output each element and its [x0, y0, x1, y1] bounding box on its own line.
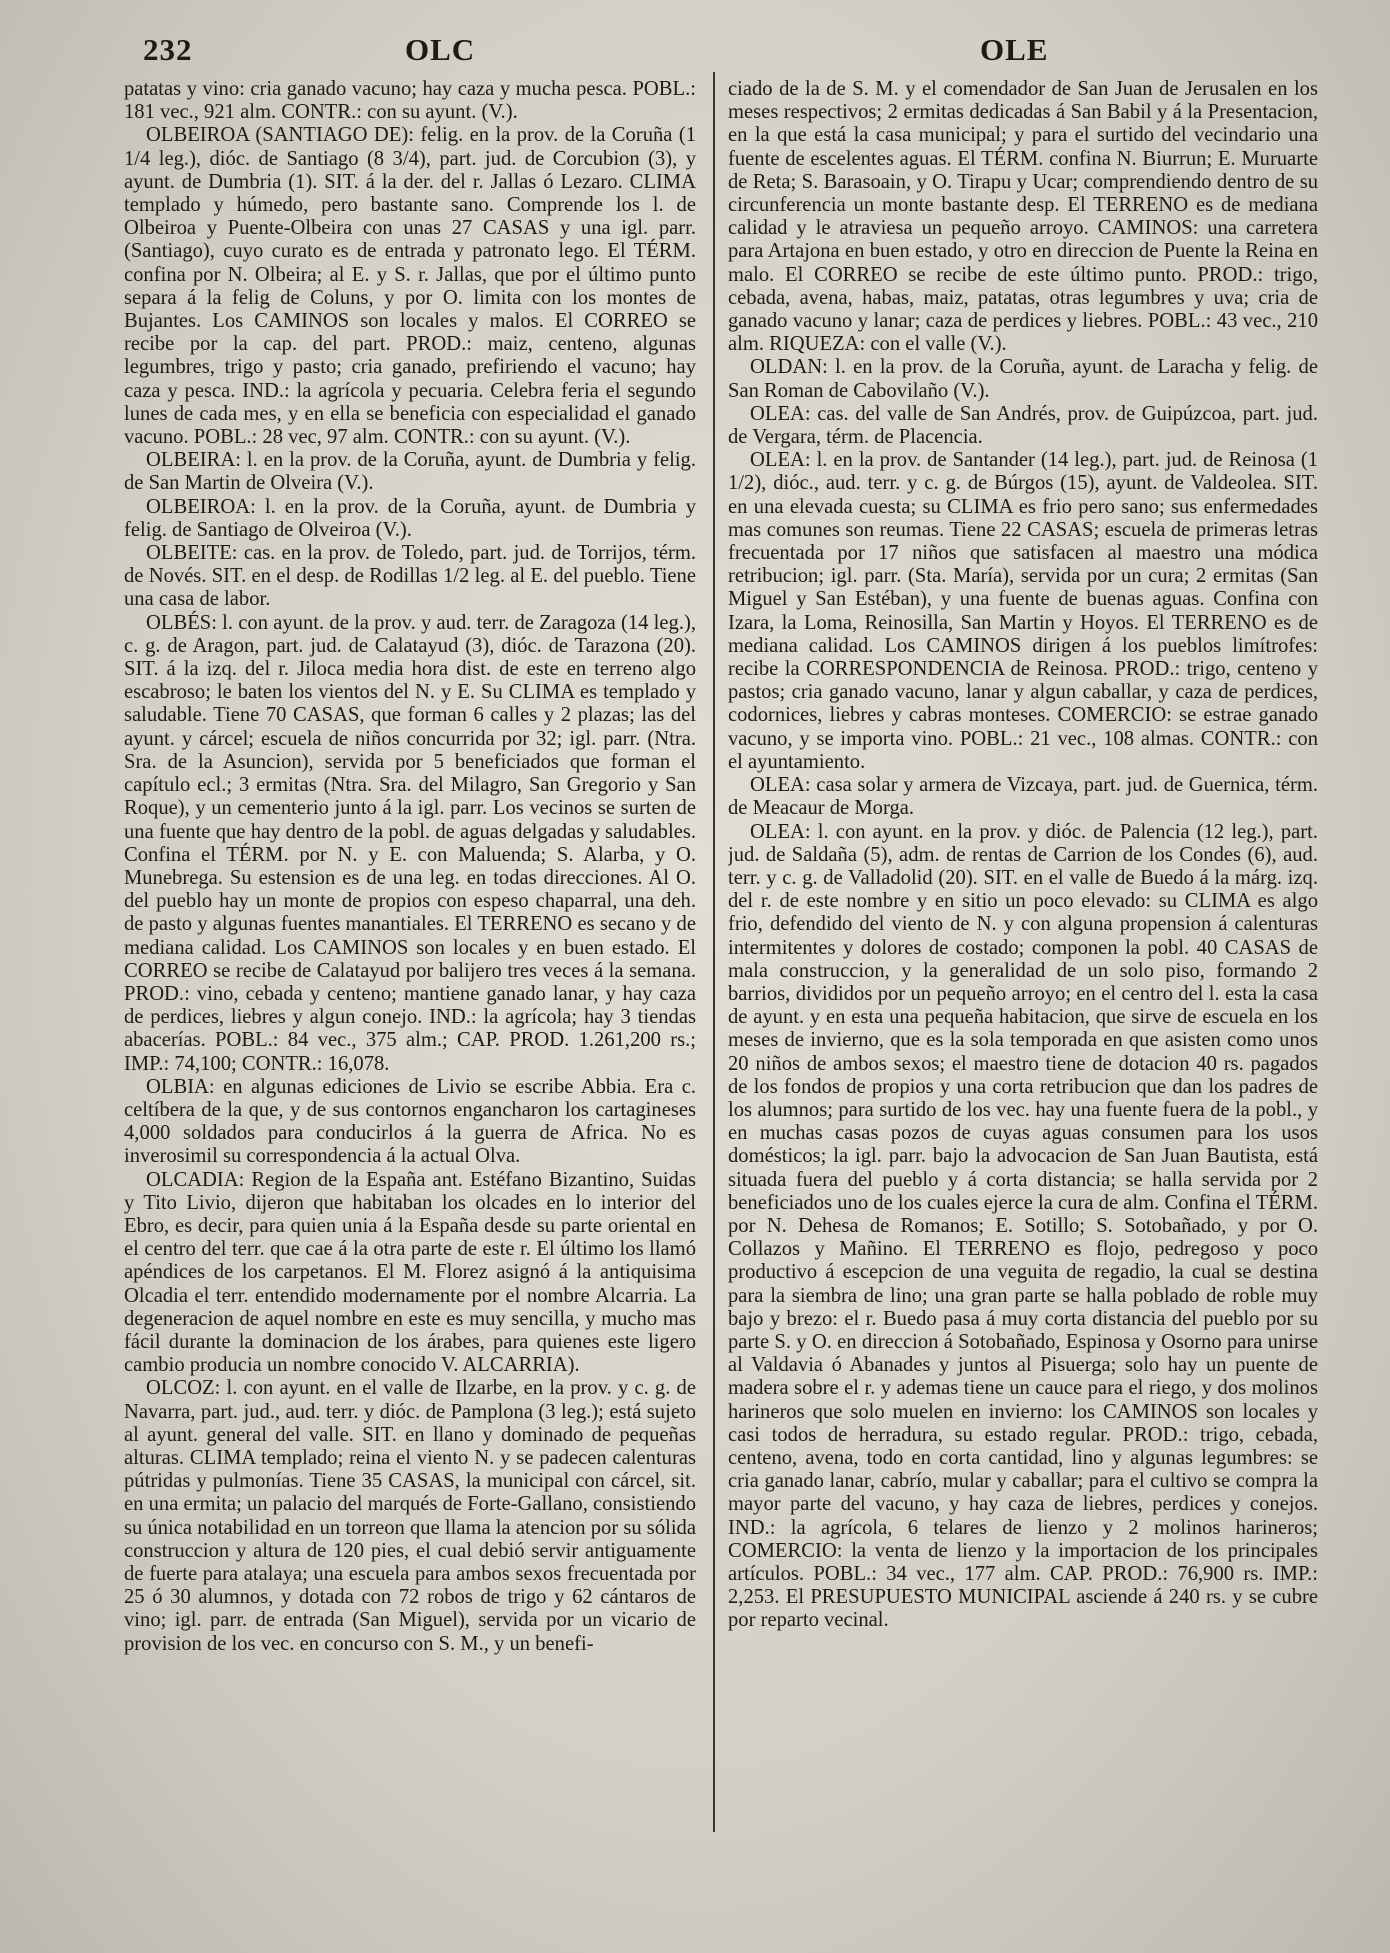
right-running-head: OLE — [980, 32, 1049, 67]
entry-oldan: OLDAN: l. en la prov. de la Coruña, ayunt. de Laracha y felig. de San Roman de Cabovilaño (V.). — [728, 356, 1318, 402]
entry-olea-vizcaya: OLEA: casa solar y armera de Vizcaya, part. jud. de Guernica, térm. de Meacaur de Morga. — [728, 774, 1318, 820]
entry-olcadia: OLCADIA: Region de la España ant. Estéfano Bizantino, Suidas y Tito Livio, dijeron que habitaban los olcades en lo interior del Ebro, es decir, para quien unia á la España desde su parte oriental en el centro del terr. que cae á la otra parte de este r. El último los llamó apéndices de los carpetanos. El M. Florez asignó á la antiquisima Olcadia el terr. entendido modernamente por el nombre Alcarria. La degeneracion de aquel nombre en este es muy sencilla, y mucho mas fácil durante la dominacion de los árabes, para quienes este ligero cambio producia un nombre conocido V. ALCARRIA). — [124, 1168, 696, 1377]
left-column — [124, 78, 696, 1838]
entry-olbeiroa: OLBEIROA: l. en la prov. de la Coruña, ayunt. de Dumbria y felig. de Santiago de Olveiroa (V.). — [124, 495, 696, 541]
entry-olbeira: OLBEIRA: l. en la prov. de la Coruña, ayunt. de Dumbria y felig. de San Martin de Olveira (V.). — [124, 449, 696, 495]
entry-olbeite: OLBEITE: cas. en la prov. de Toledo, part. jud. de Torrijos, térm. de Novés. SIT. en el desp. de Rodillas 1/2 leg. al E. del pueblo. Tiene una casa de labor. — [124, 542, 696, 611]
entry-olbia: OLBIA: en algunas ediciones de Livio se escribe Abbia. Era c. celtíbera de la que, y de sus contornos engancharon los cartagineses 4,000 soldados para conducirlos á la guerra de Africa. No es inverosimil su correspondencia á la actual Olva. — [124, 1075, 696, 1168]
left-running-head: OLC — [405, 32, 476, 67]
page-number: 232 — [143, 32, 193, 67]
entry-olbeiroa-santiago: OLBEIROA (SANTIAGO DE): felig. en la prov. de la Coruña (1 1/4 leg.), dióc. de Santiago (8 3/4), part. jud. de Corcubion (3), y ayunt. de Dumbria (1). SIT. á la der. del r. Jallas ó Lezaro. CLIMA templado y húmedo, pero bastante sano. Comprende los l. de Olbeiroa y Puente-Olbeira con unas 27 CASAS y una igl. parr. (Santiago), cuyo curato es de entrada y patronato lego. El TÉRM. confina por N. Olbeira; al E. y S. r. Jallas, que por el último punto separa á la felig de Coluns, y por O. limita con los montes de Bujantes. Los CAMINOS son locales y malos. El CORREO se recibe por la cap. del part. PROD.: maiz, centeno, algunas legumbres, trigo y pasto; cria ganado, prefiriendo el vacuno; hay caza y pesca. IND.: la agrícola y pecuaria. Celebra feria el segundo lunes de cada mes, y en ella se beneficia con especialidad el ganado vacuno. POBL.: 28 vec, 97 alm. CONTR.: con su ayunt. (V.). — [124, 124, 696, 449]
entry-olcoz-continued: ciado de la de S. M. y el comendador de San Juan de Jerusalen en los meses respectivos; 2 ermitas dedicadas á San Babil y á la Presentacion, en la que está la casa municipal; y para el surtido del vecindario una fuente de escelentes aguas. El TÉRM. confina N. Biurrun; E. Muruarte de Reta; S. Barasoain, y O. Tirapu y Ucar; comprendiendo dentro de su circunferencia un monte bastante desp. El TERRENO es de mediana calidad y le atraviesa un pequeño arroyo. CAMINOS: una carretera para Artajona en buen estado, y otro en direccion de Puente la Reina en malo. El CORREO se recibe de este último punto. PROD.: trigo, cebada, avena, habas, maiz, patatas, otras legumbres y uva; cria de ganado vacuno y lanar; caza de perdices y liebres. POBL.: 43 vec., 210 alm. RIQUEZA: con el valle (V.). — [728, 78, 1318, 356]
entry-olcoz: OLCOZ: l. con ayunt. en el valle de Ilzarbe, en la prov. y c. g. de Navarra, part. jud., aud. terr. y dióc. de Pamplona (3 leg.); está sujeto al ayunt. general del valle. SIT. en llano y dominado de pequeñas alturas. CLIMA templado; reina el viento N. y se padecen calenturas pútridas y pulmonías. Tiene 35 CASAS, la municipal con cárcel, sit. en una ermita; un palacio del marqués de Forte-Gallano, consistiendo su única notabilidad en un torreon que llama la atencion por su sólida construccion y altura de 120 pies, el cual debió servir antiguamente de fuerte para atalaya; una escuela para ambos sexos frecuentada por 25 ó 30 alumnos, y dotada con 72 robos de trigo y 62 cántaros de vino; igl. parr. de entrada (San Miguel), servida por un vicario de provision de los vec. en concurso con S. M., y un benefi- — [124, 1377, 696, 1655]
entry-olbes: OLBÉS: l. con ayunt. de la prov. y aud. terr. de Zaragoza (14 leg.), c. g. de Aragon, part. jud. de Calatayud (3), dióc. de Tarazona (20). SIT. á la izq. del r. Jiloca media hora dist. de este en terreno algo escabroso; le baten los vientos del N. y E. Su CLIMA es templado y saludable. Tiene 70 CASAS, que forman 6 calles y 2 plazas; las del ayunt. y cárcel; escuela de niños concurrida por 32; igl. parr. (Ntra. Sra. de la Asuncion), servida por 5 beneficiados que forman el capítulo ecl.; 3 ermitas (Ntra. Sra. del Milagro, San Gregorio y San Roque), y un cementerio junto á la igl. parr. Los vecinos se surten de una fuente que hay dentro de la pobl. de aguas delgadas y saludables. Confina el TÉRM. por N. y E. con Maluenda; S. Alarba, y O. Munebrega. Su estension es de una leg. en todas direcciones. Al O. del pueblo hay un monte de propios con espeso chaparral, una deh. de pasto y algunas fuentes manantiales. El TERRENO es secano y de mediana calidad. Los CAMINOS son locales y en buen estado. El CORREO se recibe de Calatayud por balijero tres veces á la semana. PROD.: vino, cebada y centeno; mantiene ganado lanar, y hay caza de perdices, liebres y algun conejo. IND.: la agrícola; hay 3 tiendas abacerías. POBL.: 84 vec., 375 alm.; CAP. PROD. 1.261,200 rs.; IMP.: 74,100; CONTR.: 16,078. — [124, 611, 696, 1075]
right-column — [728, 78, 1318, 1838]
entry-olea-palencia: OLEA: l. con ayunt. en la prov. y dióc. de Palencia (12 leg.), part. jud. de Saldaña (5), adm. de rentas de Carrion de los Condes (6), aud. terr. y c. g. de Valladolid (20). SIT. en el valle de Buedo á la márg. izq. del r. de este nombre y en sitio un poco elevado: su CLIMA es algo frio, defendido del viento de N. y con alguna propension á calenturas intermitentes y dolores de costado; componen la pobl. 40 CASAS de mala construccion, y la generalidad de un solo piso, formando 2 barrios, divididos por un pequeño arroyo; en el centro del l. esta la casa de ayunt. y en esta una pequeña habitacion, que sirve de escuela en los meses de invierno, que es la sola temporada en que asisten como unos 20 niños de ambos sexos; el maestro tiene de dotacion 40 rs. pagados de los fondos de propios y una corta retribucion que dan los padres de los alumnos; para surtido de los vec. hay una fuente fuera de la pobl., y en muchas casas pozos de cuyas aguas consumen para los usos domésticos; la igl. parr. bajo la advocacion de San Juan Bautista, está situada fuera del pueblo y á corta distancia; se halla servida por 2 beneficiados uno de los cuales ejerce la cura de alm. Confina el TÉRM. por N. Dehesa de Romanos; E. Sotillo; S. Sotobañado, y por O. Collazos y Mañino. El TERRENO es flojo, pedregoso y poco productivo á escepcion de una veguita de regadio, la cual se destina para la siembra de lino; una gran parte se halla poblado de roble muy bajo y brezo: el r. Buedo pasa á muy corta distancia del pueblo por su parte S. y O. en direccion á Sotobañado, Espinosa y Osorno para unirse al Valdavia ó Abanades y juntos al Pisuerga; solo hay un puente de madera sobre el r. y ademas tiene un cauce para el riego, y dos molinos harineros que solo muelen en invierno: los CAMINOS son locales y casi todos de herradura, su estado regular. PROD.: trigo, cebada, centeno, avena, todo en corta cantidad, lino y algunas legumbres: se cria ganado lanar, cabrío, mular y caballar; para el cultivo se compra la mayor parte del vacuno, y hay caza de liebres, perdices y conejos. IND.: la agrícola, 6 telares de lienzo y 2 molinos harineros; COMERCIO: la venta de lienzo y la importacion de los principales artículos. POBL.: 34 vec., 177 alm. CAP. PROD.: 76,900 rs. IMP.: 2,253. El PRESUPUESTO MUNICIPAL asciende á 240 rs. y se cubre por reparto vecinal. — [728, 820, 1318, 1632]
column-divider — [713, 72, 715, 1832]
entry-olea-guipuzcoa: OLEA: cas. del valle de San Andrés, prov. de Guipúzcoa, part. jud. de Vergara, térm. de Placencia. — [728, 402, 1318, 449]
entry-olea-santander: OLEA: l. en la prov. de Santander (14 leg.), part. jud. de Reinosa (1 1/2), dióc., aud. terr. y c. g. de Búrgos (15), ayunt. de Valdeolea. SIT. en una elevada cuesta; su CLIMA es frio pero sano; sus enfermedades mas comunes son reumas. Tiene 22 CASAS; escuela de primeras letras frecuentada por 17 niños que satisfacen al maestro una módica retribucion; igl. parr. (Sta. María), servida por un cura; 2 ermitas (San Miguel y San Estéban), y una fuente de buenas aguas. Confina con Izara, la Loma, Reinosilla, San Martin y Hoyos. El TERRENO es de mediana calidad. Los CAMINOS dirigen á los pueblos limítrofes: recibe la CORRESPONDENCIA de Reinosa. PROD.: trigo, centeno y pastos; cria ganado vacuno, lanar y algun caballar, y caza de perdices, codornices, liebres y cabras monteses. COMERCIO: se estrae ganado vacuno, y se importa vino. POBL.: 21 vec., 108 almas. CONTR.: con el ayuntamiento. — [728, 449, 1318, 773]
entry-continued: patatas y vino: cria ganado vacuno; hay caza y mucha pesca. POBL.: 181 vec., 921 alm. CONTR.: con su ayunt. (V.). — [124, 78, 696, 124]
